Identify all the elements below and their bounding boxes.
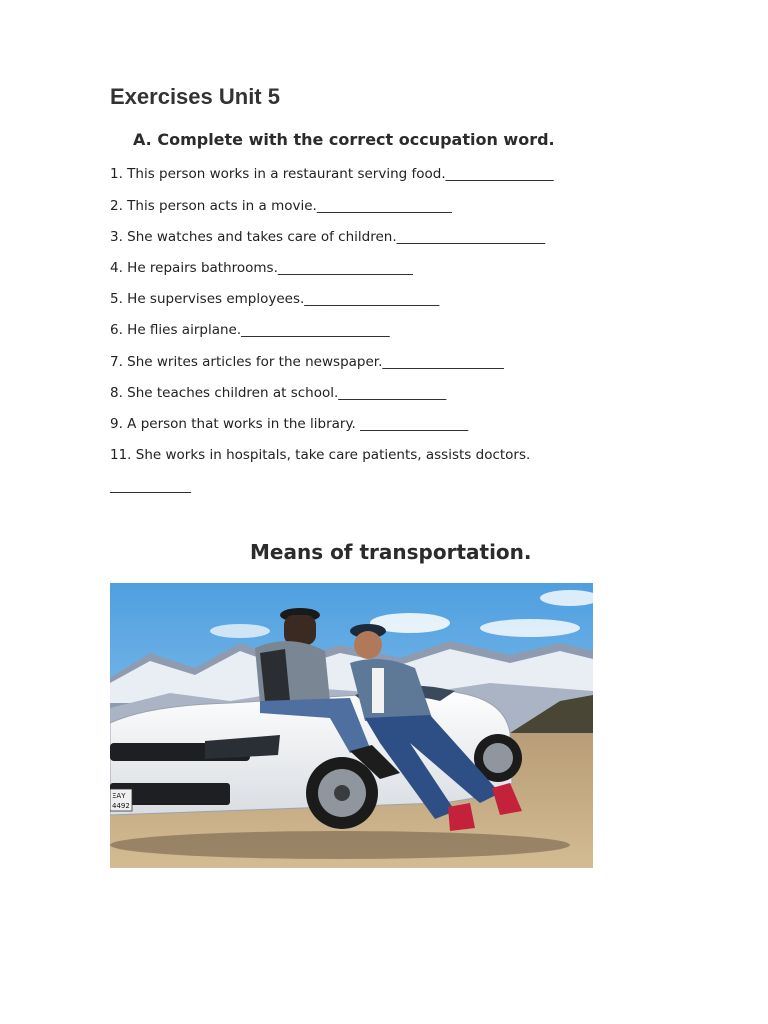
question-7: 7. She writes articles for the newspaper.__________________ xyxy=(110,354,504,370)
question-8: 8. She teaches children at school.________________ xyxy=(110,385,447,401)
transport-heading: Means of transportation. xyxy=(250,540,532,564)
car-photo xyxy=(110,583,593,868)
question-5: 5. He supervises employees.____________________ xyxy=(110,291,440,307)
question-4: 4. He repairs bathrooms.____________________ xyxy=(110,260,413,276)
question-11-answer-line: ____________ xyxy=(110,478,191,494)
question-3: 3. She watches and takes care of children.______________________ xyxy=(110,229,546,245)
question-9: 9. A person that works in the library. ________________ xyxy=(110,416,469,432)
question-1: 1. This person works in a restaurant serving food.________________ xyxy=(110,166,554,182)
page-title: Exercises Unit 5 xyxy=(110,84,280,109)
question-11: 11. She works in hospitals, take care patients, assists doctors. xyxy=(110,447,531,463)
question-2: 2. This person acts in a movie.____________________ xyxy=(110,198,452,214)
svg-text:4492: 4492 xyxy=(112,802,130,810)
section-a-heading: A. Complete with the correct occupation word. xyxy=(133,130,555,149)
svg-text:ΞΑΥ: ΞΑΥ xyxy=(112,792,126,800)
question-6: 6. He flies airplane.______________________ xyxy=(110,322,390,338)
